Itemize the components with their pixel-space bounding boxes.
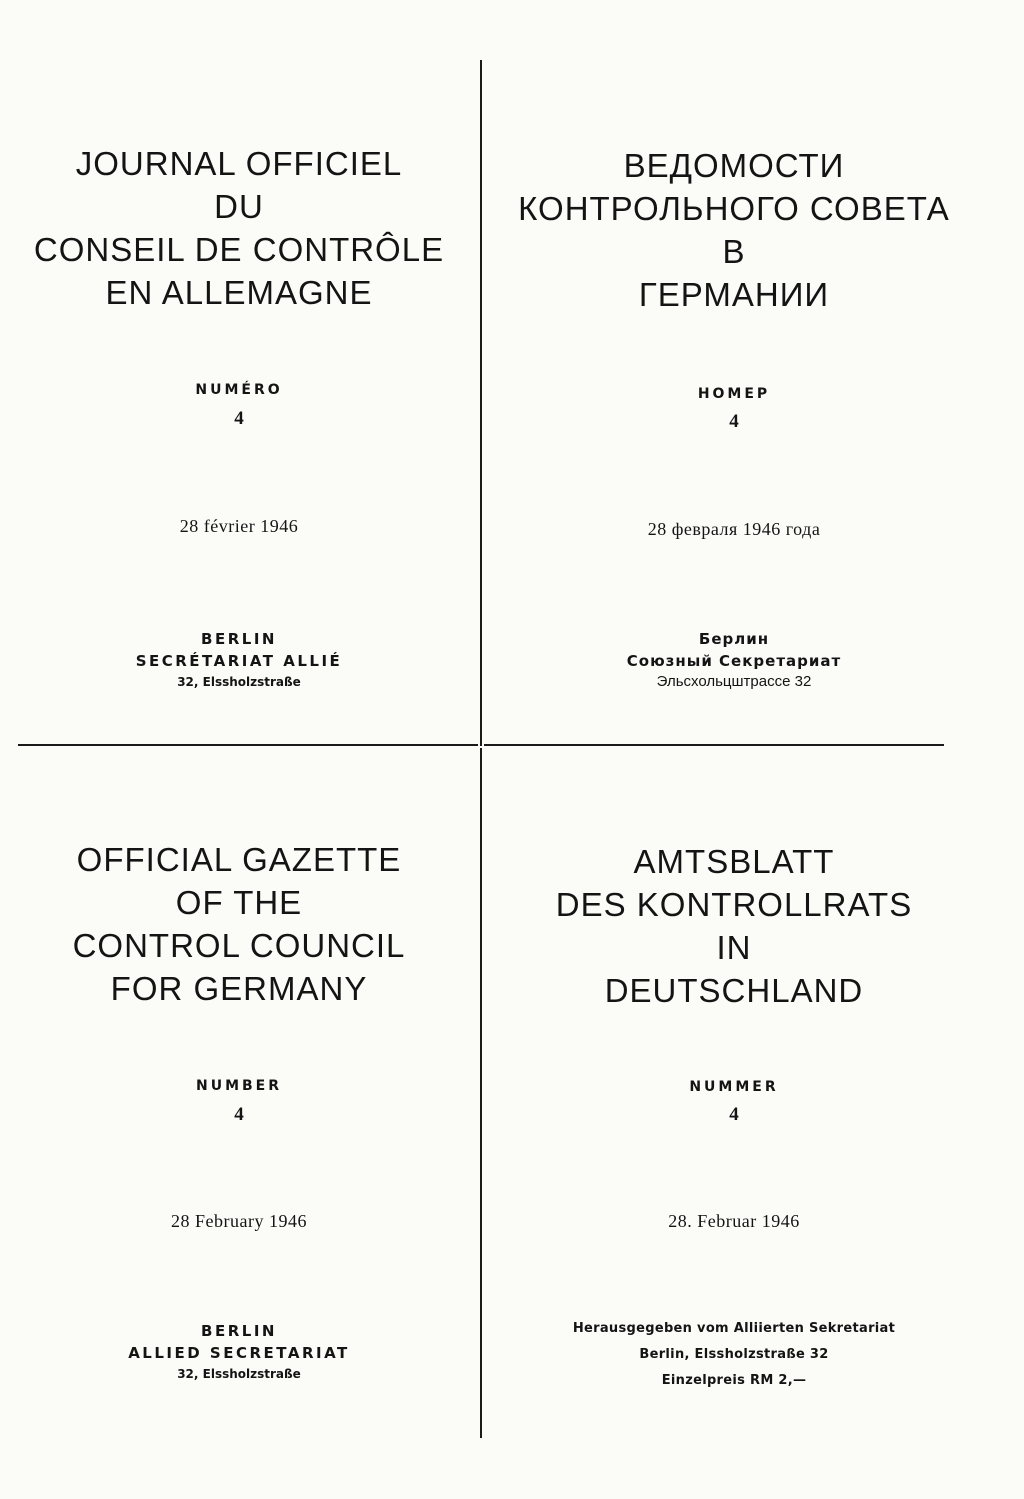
english-title xyxy=(0,838,478,1010)
number-label: NUMÉRO xyxy=(195,382,283,398)
issue-number: 4 xyxy=(729,411,739,432)
publisher-block xyxy=(0,1320,478,1384)
publisher-name: ALLIED SECRETARIAT xyxy=(128,1344,350,1362)
title-line: В xyxy=(722,233,746,270)
issue-date: 28 février 1946 xyxy=(179,516,299,536)
issue-date: 28 февраля 1946 года xyxy=(647,519,821,539)
publisher-line: Herausgegeben vom Alliierten Sekretariat xyxy=(572,1321,896,1336)
title-line: FOR GERMANY xyxy=(110,970,368,1007)
title-line: CONSEIL DE CONTRÔLE xyxy=(33,231,445,268)
publisher-block xyxy=(484,628,984,692)
vertical-divider-bottom xyxy=(480,748,482,1438)
title-line: JOURNAL OFFICIEL xyxy=(75,145,403,182)
title-line: ВЕДОМОСТИ xyxy=(623,147,845,184)
number-label: NUMBER xyxy=(195,1078,283,1094)
title-line: AMTSBLATT xyxy=(633,843,835,880)
publisher-city: Берлин xyxy=(698,630,770,648)
german-title xyxy=(484,840,984,1012)
title-line: DES KONTROLLRATS xyxy=(555,886,913,923)
publisher-block xyxy=(0,628,478,692)
title-line: КОНТРОЛЬНОГО СОВЕТА xyxy=(518,190,950,227)
number-label: NUMMER xyxy=(689,1079,779,1095)
horizontal-divider-right xyxy=(484,744,944,746)
russian-title xyxy=(484,144,984,316)
title-line: EN ALLEMAGNE xyxy=(105,274,373,311)
vertical-divider-top xyxy=(480,60,482,746)
title-line: OF THE xyxy=(175,884,303,921)
number-label: НОМЕР xyxy=(697,386,771,402)
publisher-address: Эльсхольцштрассе 32 xyxy=(656,673,812,690)
publisher-city: BERLIN xyxy=(201,1322,277,1340)
publisher-address: 32, Elssholzstraße xyxy=(177,1367,301,1381)
title-line: ГЕРМАНИИ xyxy=(638,276,830,313)
publisher-city: BERLIN xyxy=(201,630,277,648)
issue-number: 4 xyxy=(234,408,244,429)
title-line: IN xyxy=(716,929,752,966)
title-line: OFFICIAL GAZETTE xyxy=(76,841,402,878)
price-line: Einzelpreis RM 2,— xyxy=(661,1373,807,1388)
title-line: CONTROL COUNCIL xyxy=(72,927,406,964)
publisher-line: Berlin, Elssholzstraße 32 xyxy=(639,1347,829,1362)
publisher-name: SECRÉTARIAT ALLIÉ xyxy=(135,652,343,670)
issue-number: 4 xyxy=(234,1104,244,1125)
publisher-block xyxy=(484,1316,984,1394)
publisher-address: 32, Elssholzstraße xyxy=(177,675,301,689)
horizontal-divider-left xyxy=(18,744,478,746)
title-line: DEUTSCHLAND xyxy=(604,972,864,1009)
issue-date: 28 February 1946 xyxy=(171,1211,307,1231)
issue-date: 28. Februar 1946 xyxy=(668,1211,800,1231)
french-title xyxy=(0,142,478,314)
title-line: DU xyxy=(214,188,264,225)
publisher-name: Союзный Секретариат xyxy=(626,652,842,670)
issue-number: 4 xyxy=(729,1104,739,1125)
